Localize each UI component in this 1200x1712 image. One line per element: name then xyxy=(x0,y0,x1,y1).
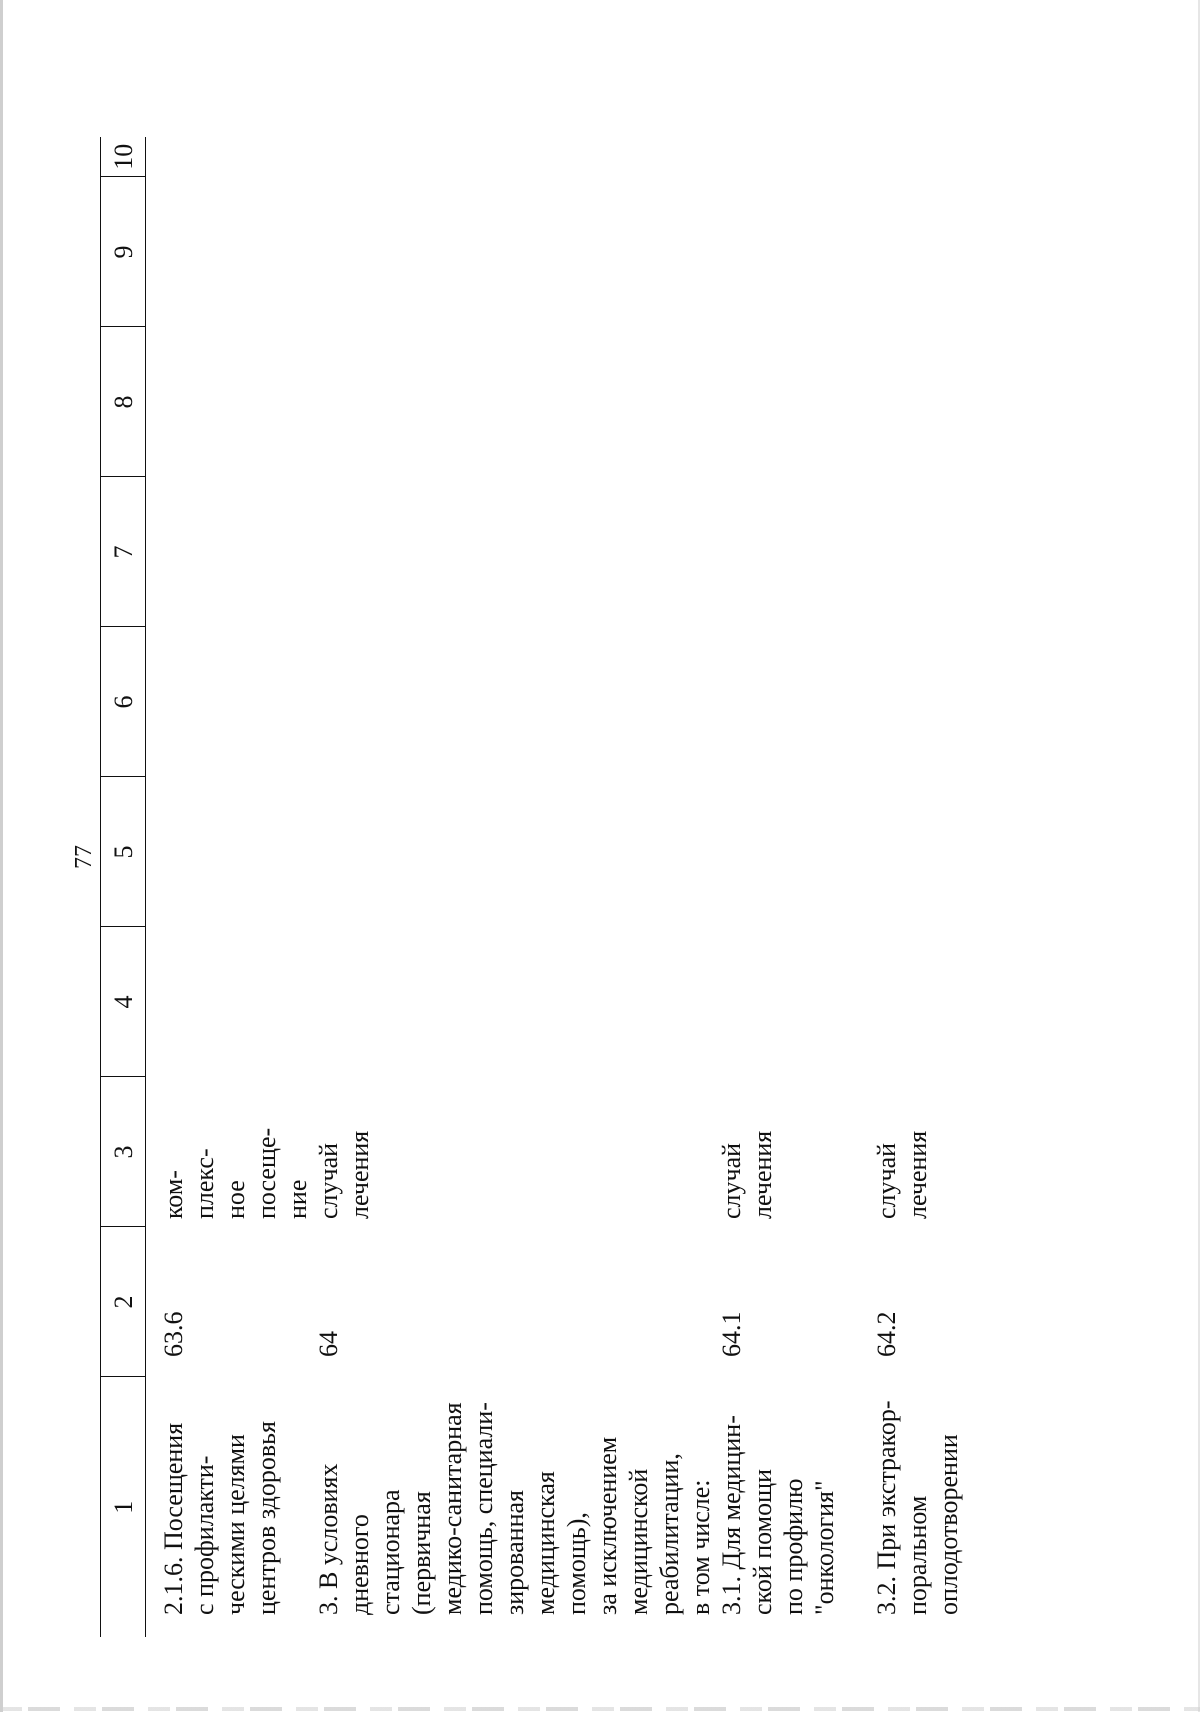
table-row xyxy=(716,137,871,1637)
empty-cell xyxy=(313,627,716,777)
header-cell: 4 xyxy=(101,927,146,1077)
cell-indicator: 3.1. Для медицин- ской помощи по профилю "онкология" xyxy=(717,1415,839,1615)
empty-cell xyxy=(146,777,314,927)
empty-cell xyxy=(313,477,716,627)
empty-cell xyxy=(146,927,314,1077)
empty-cell xyxy=(716,137,871,177)
empty-cell xyxy=(313,927,716,1077)
header-row xyxy=(101,137,146,1637)
cell-row-number: 64 xyxy=(314,1331,343,1357)
empty-cell xyxy=(313,777,716,927)
page-number: 77 xyxy=(71,845,97,869)
data-table xyxy=(100,137,976,1637)
empty-cell xyxy=(716,627,871,777)
empty-cell xyxy=(716,777,871,927)
cell-unit: случай лечения xyxy=(872,1130,932,1219)
header-cell: 5 xyxy=(101,777,146,927)
empty-cell xyxy=(871,177,976,327)
header-cell: 7 xyxy=(101,477,146,627)
header-cell: 8 xyxy=(101,327,146,477)
cell-row-number: 63.6 xyxy=(159,1311,188,1357)
header-cell: 6 xyxy=(101,627,146,777)
header-cell: 10 xyxy=(101,137,146,177)
empty-cell xyxy=(871,137,976,177)
empty-cell xyxy=(146,327,314,477)
empty-cell xyxy=(146,627,314,777)
empty-cell xyxy=(871,477,976,627)
empty-cell xyxy=(313,137,716,177)
empty-cell xyxy=(716,927,871,1077)
cell-indicator: 3. В условиях дневного стационара (первичная медико-санитарная помощь, специали- зированная медицинская помощь), за исключением медицинской реабилитации, в том числе: xyxy=(314,1402,715,1615)
empty-cell xyxy=(716,477,871,627)
empty-cell xyxy=(871,777,976,927)
empty-cell xyxy=(313,177,716,327)
cell-row-number: 64.1 xyxy=(717,1311,746,1357)
header-cell: 1 xyxy=(101,1377,146,1637)
empty-cell xyxy=(313,327,716,477)
table-row xyxy=(313,137,716,1637)
cell-unit: ком- плекс- ное посеще- ние xyxy=(159,1127,312,1219)
header-cell: 2 xyxy=(101,1227,146,1377)
empty-cell xyxy=(146,477,314,627)
empty-cell xyxy=(871,927,976,1077)
cell-indicator: 2.1.6. Посещения с профилакти- ческими целями центров здоровья xyxy=(159,1421,281,1615)
table-row xyxy=(146,137,314,1637)
header-cell: 9 xyxy=(101,177,146,327)
empty-cell xyxy=(146,137,314,177)
table-row xyxy=(871,137,976,1637)
cell-unit: случай лечения xyxy=(314,1130,374,1219)
cell-row-number: 64.2 xyxy=(872,1311,901,1357)
empty-cell xyxy=(716,327,871,477)
empty-cell xyxy=(716,177,871,327)
cell-unit: случай лечения xyxy=(717,1130,777,1219)
header-cell: 3 xyxy=(101,1077,146,1227)
empty-cell xyxy=(871,327,976,477)
empty-cell xyxy=(871,627,976,777)
cell-indicator: 3.2. При экстракор- поральном оплодотворении xyxy=(872,1400,963,1615)
empty-cell xyxy=(146,177,314,327)
